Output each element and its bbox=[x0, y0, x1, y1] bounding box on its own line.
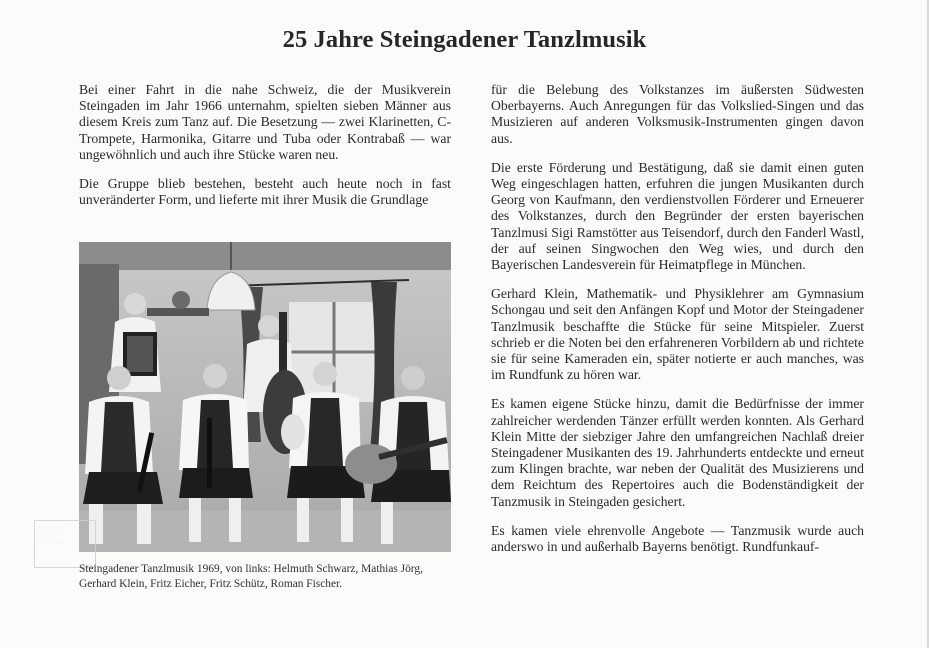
photo-caption: Steingadener Tanzlmusik 1969, von links: Helmuth Schwarz, Mathias Jörg, Gerhard Klein, Fritz Eicher, Fritz Schütz, Roman Fischer. bbox=[79, 563, 423, 590]
band-photo bbox=[79, 242, 451, 552]
paragraph: Gerhard Klein, Mathematik- und Physiklehrer am Gymnasium Schongau und seit den Anfängen Kopf und Motor der Steingadener Tanzlmusik beschaffte die Stücke für seine Mitspieler. Zuerst schrieb er die Noten bei den erfahreneren Vorbildern ab und richtete sie für seine Kameraden ein, später notierte er auch manches, was im Rundfunk zu hören war. bbox=[491, 286, 864, 383]
paragraph: Bei einer Fahrt in die nahe Schweiz, die der Musikverein Steingaden im Jahr 1966 unternahm, spielten sieben Männer aus diesem Kreis zum Tanz auf. Die Besetzung — zwei Klarinetten, C-Trompete, Harmonika, Gitarre und Tuba oder Kontrabaß — war ungewöhnlich und auch ihre Stücke waren neu. bbox=[79, 82, 451, 162]
paragraph: für die Belebung des Volkstanzes im äußersten Südwesten Oberbayerns. Auch Anregungen für das Volkslied-Singen und das Musizieren auf anderen Volksmusik-Instrumenten gingen davon aus. bbox=[491, 82, 864, 146]
page-title: 25 Jahre Steingadener Tanzlmusik bbox=[282, 26, 647, 53]
paragraph: Die erste Förderung und Bestätigung, daß sie damit einen guten Weg eingeschlagen hatten, erfuhren die jungen Musikanten durch Georg von Kaufmann, den verdienstvollen Förderer und Erneuerer des Volkstanzes, durch den Begründer der ersten bayerischen Tanzlmusi Sigi Ramstötter aus Teisendorf, durch den Fanderl Wastl, der auf seinen Singwochen den Weg wies, und durch den Bayerischen Landesverein für Heimatpflege in München. bbox=[491, 159, 864, 273]
paragraph: Es kamen viele ehrenvolle Angebote — Tanzmusik wurde auch anderswo in und außerhalb Bayerns benötigt. Rundfunkauf- bbox=[491, 522, 864, 555]
paragraph: Es kamen eigene Stücke hinzu, damit die Bedürfnisse der immer zahlreicher werdenden Tänzer erfüllt werden konnten. Als Gerhard Klein Mitte der siebziger Jahre den umfangreichen Nachlaß dreier Steingadener Musikanten des 19. Jahrhunderts entdeckte und erneut zum Klingen brachte, war neben der Qualität des Musizierens und dem Reichtum des Repertoires auch die Bodenständigkeit der Tanzmusik in Steingaden gesichert. bbox=[491, 396, 864, 509]
library-stamp: · · · · · · · · · · · · · · · · · · · · · · · bbox=[34, 520, 96, 568]
paragraph: Die Gruppe blieb bestehen, besteht auch heute noch in fast unveränderter Form, und lieferte mit ihrer Musik die Grundlage bbox=[79, 176, 451, 208]
left-text-column bbox=[79, 82, 451, 221]
right-text-column bbox=[491, 82, 864, 568]
